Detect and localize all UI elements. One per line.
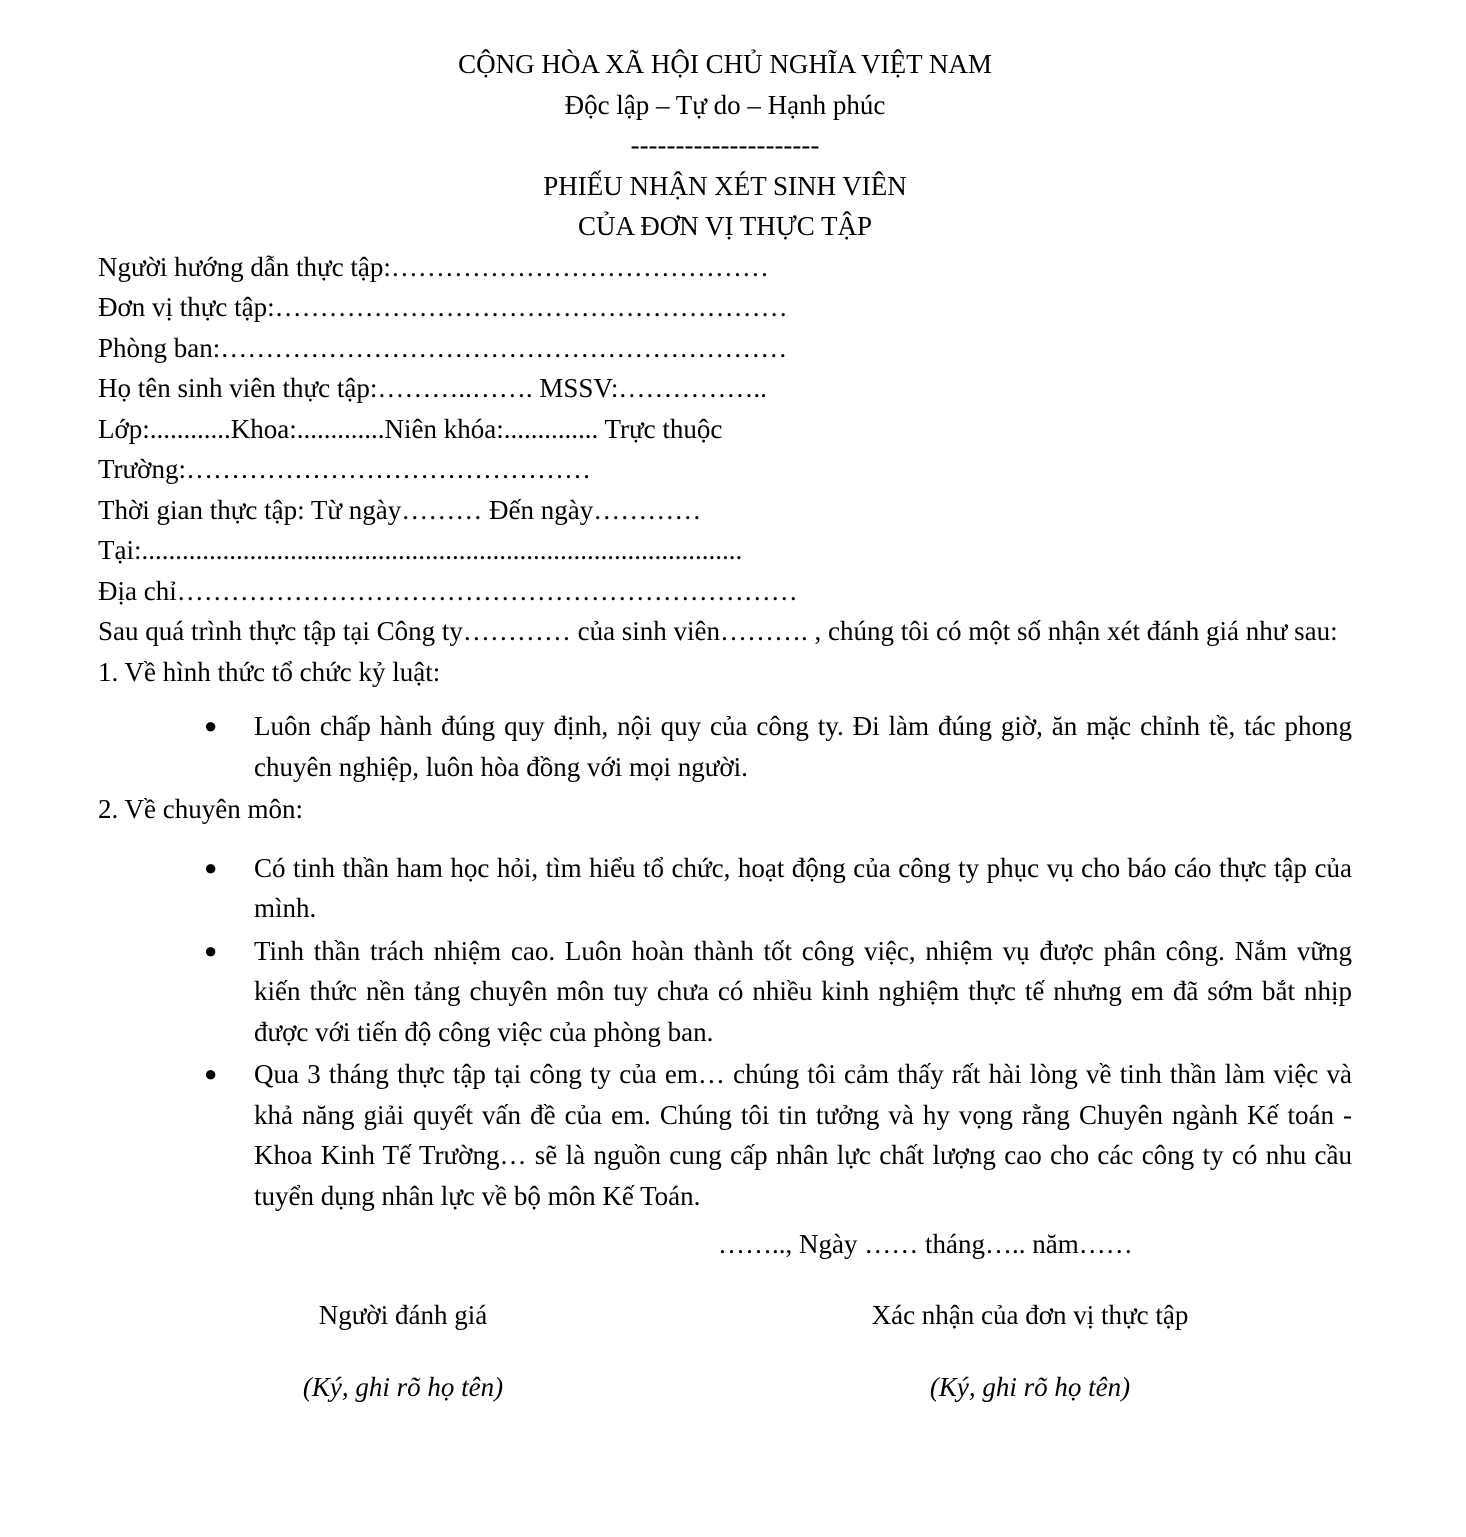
field-department: Phòng ban:……………………………………………………… xyxy=(98,332,788,363)
field-mentor: Người hướng dẫn thực tập:…………………………………… xyxy=(98,251,769,282)
section-expertise xyxy=(98,789,1352,1216)
section-heading: 2. Về chuyên môn: xyxy=(98,794,303,824)
evaluation-form xyxy=(98,44,1352,1408)
field-location: Tại:......................................................................................... xyxy=(98,535,743,565)
section-heading: 1. Về hình thức tổ chức kỷ luật: xyxy=(98,656,441,687)
list-item xyxy=(98,848,1352,929)
unit-confirmation-signature xyxy=(708,1295,1352,1408)
country-name: CỘNG HÒA XÃ HỘI CHỦ NGHĨA VIỆT NAM xyxy=(458,49,992,79)
form-title-line1: PHIẾU NHẬN XÉT SINH VIÊN xyxy=(543,170,907,201)
field-internship-unit: Đơn vị thực tập:………………………………………………… xyxy=(98,292,788,322)
form-title-line2: CỦA ĐƠN VỊ THỰC TẬP xyxy=(578,211,872,241)
bullet-icon: ● xyxy=(204,1061,218,1086)
signature-area xyxy=(98,1295,1352,1408)
bullet-icon: ● xyxy=(204,713,218,738)
bullet-list xyxy=(98,848,1352,1217)
date-line: …….., Ngày …… tháng….. năm…… xyxy=(718,1229,1133,1259)
bullet-icon: ● xyxy=(204,937,218,963)
list-item xyxy=(98,1054,1352,1216)
header-divider: --------------------- xyxy=(630,130,820,160)
evaluator-sign-note: (Ký, ghi rõ họ tên) xyxy=(302,1372,504,1402)
field-address: Địa chỉ…………………………………………………………… xyxy=(98,575,798,606)
list-item xyxy=(98,931,1352,1053)
bullet-icon: ● xyxy=(204,854,218,880)
national-motto: Độc lập – Tự do – Hạnh phúc xyxy=(564,89,886,120)
list-item-text: Qua 3 tháng thực tập tại công ty của em… chúng tôi cảm thấy rất hài lòng về tinh thần làm việc và khả năng giải quyết vấn đề của em. Chúng tôi tin tưởng và hy vọng rằng Chuyên ngành Kế toán - Khoa Kinh Tế Trường… sẽ là nguồn cung cấp nhân lực chất lượng cao cho các công ty có nhu cầu tuyển dụng nhân lực về bộ môn Kế Toán. xyxy=(254,1059,1352,1211)
field-internship-period: Thời gian thực tập: Từ ngày……… Đến ngày………… xyxy=(98,494,702,525)
evaluator-title: Người đánh giá xyxy=(318,1299,488,1330)
list-item xyxy=(98,706,1352,787)
info-fields xyxy=(98,247,1352,612)
field-class-faculty: Lớp:............Khoa:.............Niên khóa:.............. Trực thuộc xyxy=(98,413,723,444)
unit-sign-note: (Ký, ghi rõ họ tên) xyxy=(929,1372,1131,1402)
list-item-text: Tinh thần trách nhiệm cao. Luôn hoàn thành tốt công việc, nhiệm vụ được phân công. Nắm vững kiến thức nền tảng chuyên môn tuy chưa có nhiều kinh nghiệm thực tế nhưng em đã sớm bắt nhịp được với tiến độ công việc của phòng ban. xyxy=(254,935,1352,1047)
unit-confirmation-title: Xác nhận của đơn vị thực tập xyxy=(871,1299,1189,1330)
list-item-text: Có tinh thần ham học hỏi, tìm hiểu tổ chức, hoạt động của công ty phục vụ cho báo cáo thực tập của mình. xyxy=(254,852,1352,923)
form-header xyxy=(98,44,1352,247)
bullet-list xyxy=(98,706,1352,787)
list-item-text: Luôn chấp hành đúng quy định, nội quy của công ty. Đi làm đúng giờ, ăn mặc chỉnh tề, tác phong chuyên nghiệp, luôn hòa đồng với mọi người. xyxy=(254,711,1352,782)
field-student-name-id: Họ tên sinh viên thực tập:………..……. MSSV:…………….. xyxy=(98,373,767,403)
intro-paragraph: Sau quá trình thực tập tại Công ty………… của sinh viên………. , chúng tôi có một số nhận xét đánh giá như sau: xyxy=(98,616,1338,646)
section-discipline xyxy=(98,652,1352,788)
field-school: Trường:……………………………………… xyxy=(98,454,591,484)
evaluator-signature xyxy=(98,1295,708,1408)
